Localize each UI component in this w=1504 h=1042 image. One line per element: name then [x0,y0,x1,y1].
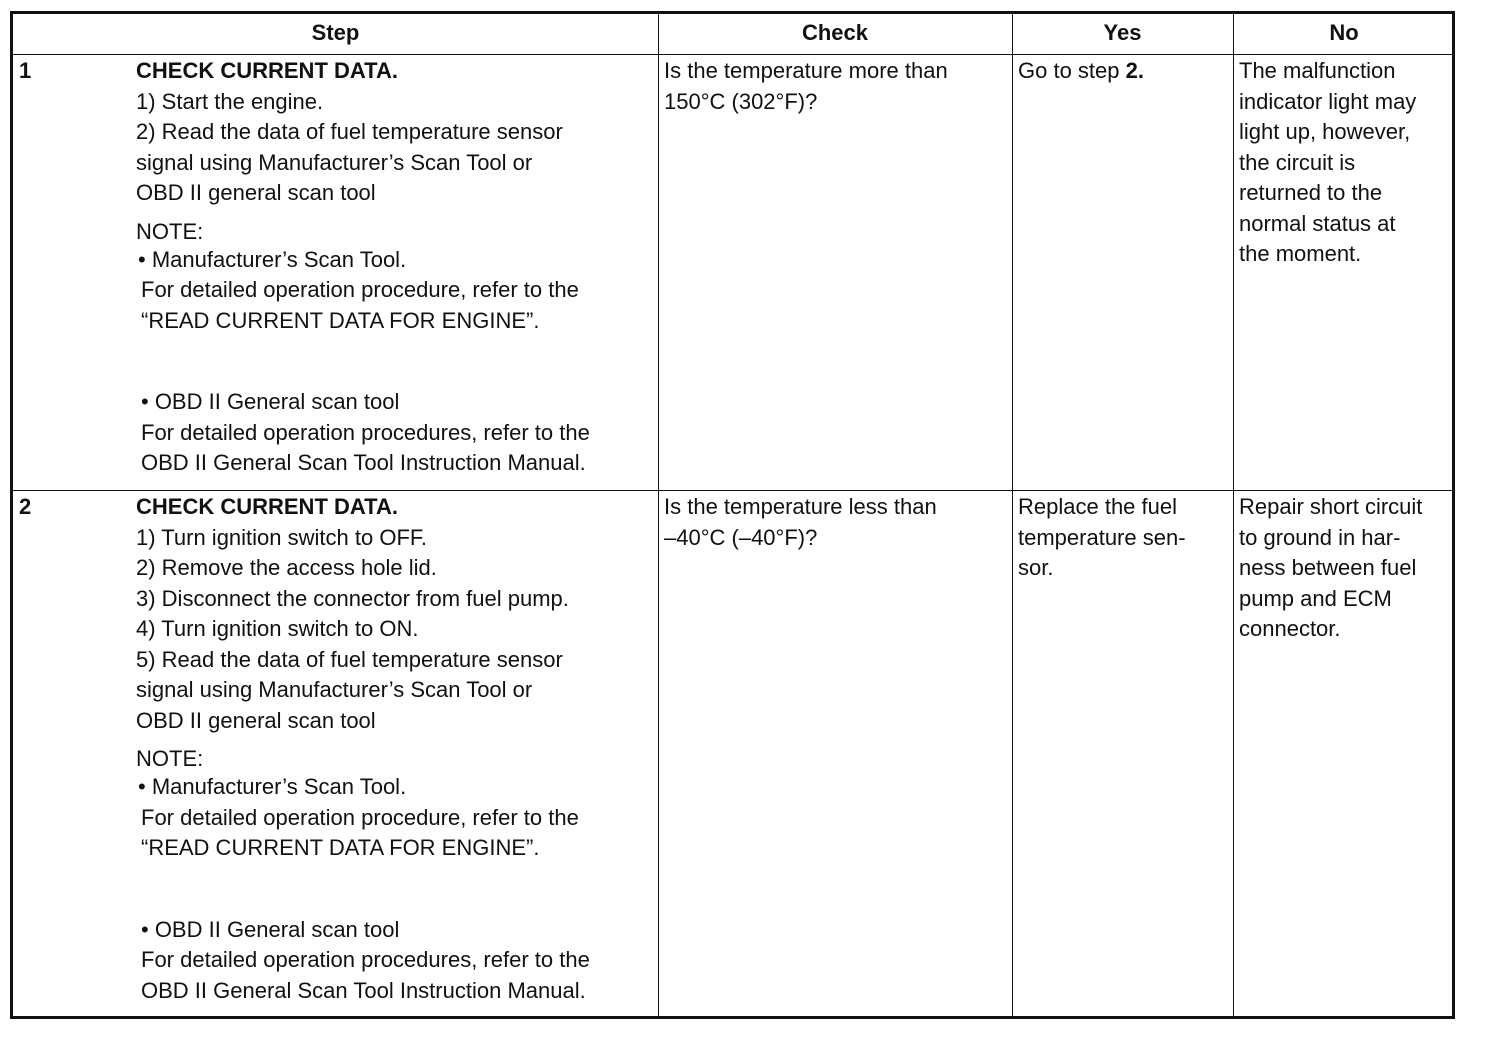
step-title: CHECK CURRENT DATA. [136,58,398,83]
note-text: For detailed operation procedure, refer to the [141,804,579,830]
yes-line: sor. [1018,555,1054,580]
note-text: For detailed operation procedures, refer to the [141,419,590,445]
yes-text: Go to step [1018,58,1126,83]
yes-line: Replace the fuel [1018,494,1177,519]
note-bullet: • OBD II General scan tool [141,916,400,942]
no-line: The malfunction [1239,58,1396,83]
row-divider [13,54,1452,55]
yes-line: temperature sen- [1018,524,1186,550]
step-title: CHECK CURRENT DATA. [136,494,398,519]
procedure-line: signal using Manufacturer’s Scan Tool or [136,677,533,702]
procedure-line: 4) Turn ignition switch to ON. [136,616,419,641]
note-bullet: • OBD II General scan tool [141,389,400,414]
no-line: pump and ECM [1239,585,1392,611]
note-text: For detailed operation procedure, refer to the [141,277,579,302]
note-bullet: • Manufacturer’s Scan Tool. [138,246,407,272]
yes-step-ref: 2. [1125,58,1144,83]
note-bullet: • Manufacturer’s Scan Tool. [138,774,407,799]
procedure-line: 2) Read the data of fuel temperature sensor [136,119,563,144]
step-number: 1 [19,58,32,83]
check-line: 150°C (302°F)? [664,88,818,114]
no-cell [1239,492,1422,645]
procedure-line: 2) Remove the access hole lid. [136,555,437,580]
check-cell [664,492,937,553]
step-number: 2 [19,494,32,519]
step-content [136,56,590,479]
no-line: the moment. [1239,241,1362,266]
header-yes: Yes [1103,20,1142,45]
no-line: normal status at [1239,210,1396,236]
procedure-line: 3) Disconnect the connector from fuel pump. [136,585,569,611]
row-divider [13,490,1452,491]
check-line: Is the temperature more than [664,58,948,83]
diagnostic-table [10,11,1455,1019]
column-divider [658,14,659,1016]
yes-cell [1018,492,1186,584]
step-content [136,492,590,1006]
check-cell [664,56,948,117]
no-line: ness between fuel [1239,555,1417,580]
procedure-line: 5) Read the data of fuel temperature sensor [136,646,563,672]
procedure-line: 1) Start the engine. [136,88,324,114]
procedure-line: OBD II general scan tool [136,180,376,205]
no-cell [1239,56,1416,270]
no-line: Repair short circuit [1239,494,1423,519]
column-divider [1233,14,1234,1016]
note-label: NOTE: [136,218,204,244]
header-no: No [1329,20,1359,45]
note-label: NOTE: [136,746,204,771]
no-line: connector. [1239,616,1341,641]
no-line: indicator light may [1239,88,1417,114]
note-text: OBD II General Scan Tool Instruction Manual. [141,977,586,1003]
check-line: –40°C (–40°F)? [664,524,818,550]
column-divider [1012,14,1013,1016]
note-text: “READ CURRENT DATA FOR ENGINE”. [141,835,540,860]
check-line: Is the temperature less than [664,494,937,519]
note-text: OBD II General Scan Tool Instruction Manual. [141,450,586,475]
procedure-line: OBD II general scan tool [136,707,376,733]
header-check: Check [801,20,869,45]
procedure-line: signal using Manufacturer’s Scan Tool or [136,149,533,175]
procedure-line: 1) Turn ignition switch to OFF. [136,524,427,550]
no-line: to ground in har- [1239,524,1401,550]
note-text: “READ CURRENT DATA FOR ENGINE”. [141,307,540,333]
no-line: light up, however, [1239,119,1411,144]
header-step: Step [311,20,360,45]
note-text: For detailed operation procedures, refer to the [141,947,590,972]
yes-cell [1018,56,1144,87]
no-line: returned to the [1239,180,1383,205]
no-line: the circuit is [1239,149,1356,175]
